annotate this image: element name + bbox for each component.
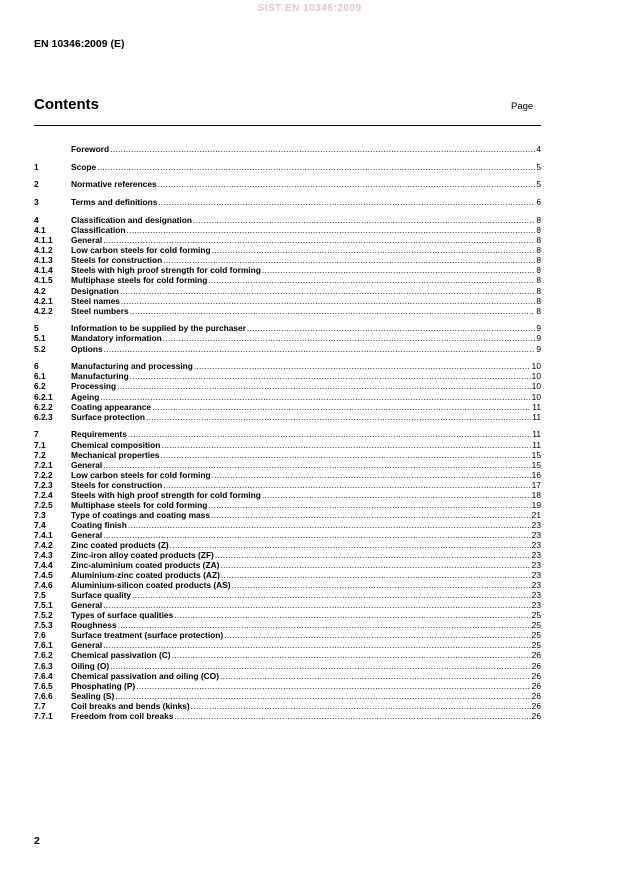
toc-entry-number: 6.2.3: [34, 411, 53, 422]
toc-leader-dots: [163, 255, 535, 265]
toc-entry[interactable]: [34, 661, 541, 671]
toc-entry-title: Manufacturing: [71, 371, 129, 382]
toc-entry-number: 7.5: [34, 590, 46, 601]
toc-leader-dots: [130, 371, 531, 381]
toc-entry-number: 6.1: [34, 371, 46, 382]
toc-entry-title: Types of surface qualities: [71, 610, 174, 621]
toc-entry-title: Low carbon steels for cold forming: [71, 245, 211, 256]
toc-entry-page: 23: [531, 529, 541, 540]
toc-leader-dots: [152, 402, 531, 412]
toc-entry-title: Steels for construction: [71, 479, 163, 490]
toc-entry[interactable]: [34, 450, 541, 460]
toc-leader-dots: [100, 392, 530, 402]
toc-entry-number: 7.3: [34, 509, 46, 520]
toc-leader-dots: [110, 661, 531, 671]
toc-entry[interactable]: [34, 470, 541, 480]
toc-entry-title: Steels with high proof strength for cold forming: [71, 489, 261, 500]
toc-leader-dots: [163, 333, 536, 343]
toc-entry-number: 7.6.1: [34, 640, 53, 651]
toc-leader-dots: [170, 540, 531, 550]
toc-entry-title: Type of coatings and coating mass: [71, 509, 210, 520]
toc-entry-title: Steel numbers: [71, 305, 129, 316]
toc-entry-title: Sealing (S): [71, 690, 115, 701]
toc-entry[interactable]: [34, 711, 541, 721]
toc-entry[interactable]: [34, 671, 541, 681]
toc-leader-dots: [97, 162, 535, 172]
toc-entry-page: 17: [531, 479, 541, 490]
toc-entry-title: Oiling (O): [71, 660, 110, 671]
toc-entry-number: 5.1: [34, 333, 46, 344]
toc-entry-page: 23: [531, 580, 541, 591]
toc-entry-number: 1: [34, 161, 39, 172]
toc-entry-title: General: [71, 459, 103, 470]
toc-entry-title: Classification and designation: [71, 215, 192, 226]
toc-entry-title: Designation: [71, 285, 119, 296]
toc-entry[interactable]: [34, 402, 541, 412]
toc-entry-title: General: [71, 600, 103, 611]
toc-entry-page: 23: [531, 570, 541, 581]
toc-entry-number: 4.1.1: [34, 235, 53, 246]
toc-entry-number: 5.2: [34, 343, 46, 354]
toc-leader-dots: [262, 490, 531, 500]
toc-entry-page: 19: [531, 499, 541, 510]
toc-entry[interactable]: [34, 530, 541, 540]
toc-entry-number: 7.5.1: [34, 600, 53, 611]
toc-entry-title: Roughness: [71, 620, 117, 631]
toc-leader-dots: [160, 450, 530, 460]
toc-entry-title: Low carbon steels for cold forming: [71, 469, 211, 480]
toc-entry-title: Freedom from coil breaks: [71, 710, 174, 721]
toc-entry-number: 7.6.5: [34, 680, 53, 691]
toc-entry-title: Terms and definitions: [71, 197, 158, 208]
toc-entry-title: Requirements: [71, 429, 127, 440]
toc-leader-dots: [103, 530, 530, 540]
toc-leader-dots: [220, 560, 530, 570]
toc-leader-dots: [136, 681, 530, 691]
toc-entry-number: 6.2: [34, 381, 46, 392]
toc-leader-dots: [117, 381, 531, 391]
toc-entry-page: 21: [531, 509, 541, 520]
contents-rule: [34, 125, 541, 126]
toc-entry-page: 8: [536, 265, 541, 276]
toc-entry[interactable]: [34, 701, 541, 711]
toc-entry-page: 16: [531, 469, 541, 480]
toc-entry-page: 26: [531, 670, 541, 681]
toc-entry-page: 8: [536, 305, 541, 316]
toc-entry-title: Processing: [71, 381, 117, 392]
toc-entry-number: 6.2.2: [34, 401, 53, 412]
toc-entry-page: 26: [531, 690, 541, 701]
toc-entry-page: 11: [532, 401, 541, 412]
toc-entry-number: 7.6.4: [34, 670, 53, 681]
toc-entry[interactable]: [34, 333, 541, 343]
toc-entry-page: 10: [531, 391, 541, 402]
toc-entry-number: 7: [34, 429, 39, 440]
toc-entry[interactable]: [34, 296, 541, 306]
toc-entry-number: 7.4.6: [34, 580, 53, 591]
toc-entry[interactable]: [34, 600, 541, 610]
toc-leader-dots: [132, 590, 531, 600]
toc-entry-title: Scope: [71, 161, 97, 172]
toc-entry-number: 4.2.2: [34, 305, 53, 316]
toc-entry-title: Zinc-aluminium coated products (ZA): [71, 560, 220, 571]
toc-leader-dots: [232, 580, 531, 590]
toc-entry-page: 23: [531, 550, 541, 561]
toc-entry[interactable]: [34, 144, 541, 154]
toc-entry-page: 8: [536, 215, 541, 226]
toc-entry-title: Manufacturing and processing: [71, 361, 193, 372]
toc-entry-title: Chemical passivation (C): [71, 650, 171, 661]
toc-entry-page: 26: [531, 680, 541, 691]
toc-leader-dots: [174, 610, 530, 620]
toc-entry-page: 8: [536, 285, 541, 296]
toc-leader-dots: [118, 620, 531, 630]
toc-entry-number: 4: [34, 215, 39, 226]
toc-leader-dots: [247, 323, 535, 333]
toc-entry[interactable]: [34, 179, 541, 189]
toc-leader-dots: [163, 480, 530, 490]
toc-entry-number: 7.6.6: [34, 690, 53, 701]
page-column-label: Page: [511, 101, 534, 112]
document-id: EN 10346:2009 (E): [34, 38, 125, 50]
toc-entry-page: 10: [531, 381, 541, 392]
toc-leader-dots: [221, 570, 531, 580]
toc-entry[interactable]: [34, 630, 541, 640]
toc-entry[interactable]: [34, 275, 541, 285]
toc-leader-dots: [121, 296, 535, 306]
toc-entry-number: 7.7.1: [34, 710, 53, 721]
toc-entry-title: General: [71, 235, 103, 246]
toc-entry-number: 2: [34, 179, 39, 190]
toc-entry-page: 10: [531, 371, 541, 382]
toc-entry[interactable]: [34, 162, 541, 172]
toc-entry-number: 4.1.3: [34, 255, 53, 266]
toc-entry-number: 7.6: [34, 630, 46, 641]
toc-entry-page: 15: [531, 449, 541, 460]
toc-entry[interactable]: [34, 640, 541, 650]
toc-entry-title: Information to be supplied by the purchaser: [71, 323, 246, 334]
toc-entry-number: 7.2.5: [34, 499, 53, 510]
toc-entry[interactable]: [34, 550, 541, 560]
toc-entry-title: Chemical composition: [71, 439, 161, 450]
toc-entry[interactable]: [34, 235, 541, 245]
toc-entry[interactable]: [34, 344, 541, 354]
toc-leader-dots: [126, 225, 535, 235]
toc-entry-number: 4.2: [34, 285, 46, 296]
toc-entry[interactable]: [34, 510, 541, 520]
toc-entry[interactable]: [34, 620, 541, 630]
toc-entry-title: Mechanical properties: [71, 449, 160, 460]
toc-entry-number: 6.2.1: [34, 391, 53, 402]
toc-leader-dots: [212, 470, 531, 480]
toc-entry-page: 26: [531, 700, 541, 711]
toc-entry[interactable]: [34, 286, 541, 296]
toc-leader-dots: [110, 144, 535, 154]
toc-entry-page: 26: [531, 650, 541, 661]
toc-entry-title: Coil breaks and bends (kinks): [71, 700, 190, 711]
toc-entry-page: 9: [536, 333, 541, 344]
toc-entry[interactable]: [34, 560, 541, 570]
toc-entry-title: Normative references: [71, 179, 157, 190]
toc-entry-number: 7.4.2: [34, 539, 53, 550]
toc-leader-dots: [212, 245, 536, 255]
toc-entry[interactable]: [34, 412, 541, 422]
toc-entry-page: 23: [531, 560, 541, 571]
toc-entry[interactable]: [34, 392, 541, 402]
toc-entry-number: 4.1.4: [34, 265, 53, 276]
toc-entry-number: 7.1: [34, 439, 46, 450]
toc-entry-page: 23: [531, 519, 541, 530]
toc-entry[interactable]: [34, 520, 541, 530]
toc-entry-page: 25: [531, 630, 541, 641]
toc-entry[interactable]: [34, 306, 541, 316]
toc-entry-number: 4.2.1: [34, 295, 53, 306]
toc-leader-dots: [158, 197, 535, 207]
toc-leader-dots: [224, 630, 530, 640]
toc-leader-dots: [208, 500, 530, 510]
toc-entry[interactable]: [34, 265, 541, 275]
toc-entry[interactable]: [34, 429, 541, 439]
toc-entry-number: 7.6.3: [34, 660, 53, 671]
toc-entry-title: Surface treatment (surface protection): [71, 630, 224, 641]
toc-entry-title: Options: [71, 343, 103, 354]
toc-entry[interactable]: [34, 460, 541, 470]
toc-entry-title: Ageing: [71, 391, 100, 402]
toc-entry[interactable]: [34, 197, 541, 207]
toc-entry-page: 23: [531, 590, 541, 601]
toc-entry[interactable]: [34, 490, 541, 500]
toc-entry-title: Steel names: [71, 295, 120, 306]
toc-entry-page: 9: [536, 323, 541, 334]
toc-entry-page: 8: [536, 255, 541, 266]
toc-entry-number: 7.4.3: [34, 550, 53, 561]
toc-entry-number: 7.4.5: [34, 570, 53, 581]
toc-entry-number: 7.4.1: [34, 529, 53, 540]
toc-entry-page: 8: [536, 245, 541, 256]
toc-entry[interactable]: [34, 610, 541, 620]
page-number: 2: [34, 835, 40, 847]
toc-leader-dots: [161, 440, 531, 450]
toc-entry-title: Classification: [71, 225, 126, 236]
toc-leader-dots: [103, 235, 535, 245]
toc-entry-number: 6: [34, 361, 39, 372]
toc-entry[interactable]: [34, 691, 541, 701]
toc-entry-page: 8: [536, 225, 541, 236]
toc-entry-page: 11: [532, 411, 541, 422]
toc-entry-number: 4.1.5: [34, 275, 53, 286]
toc-entry[interactable]: [34, 323, 541, 333]
toc-leader-dots: [103, 640, 530, 650]
toc-entry[interactable]: [34, 570, 541, 580]
toc-leader-dots: [104, 344, 536, 354]
toc-entry-page: 15: [531, 459, 541, 470]
toc-entry[interactable]: [34, 361, 541, 371]
toc-leader-dots: [130, 306, 536, 316]
toc-entry-title: General: [71, 529, 103, 540]
toc-entry-page: 23: [531, 600, 541, 611]
toc-entry-number: 7.2: [34, 449, 46, 460]
toc-entry-page: 11: [532, 429, 541, 440]
toc-entry[interactable]: [34, 255, 541, 265]
toc-entry-title: Surface protection: [71, 411, 145, 422]
toc-entry-number: 4.1: [34, 225, 46, 236]
toc-entry-title: Mandatory information: [71, 333, 162, 344]
toc-entry-page: 25: [531, 620, 541, 631]
toc-leader-dots: [211, 510, 531, 520]
toc-entry-page: 11: [532, 439, 541, 450]
toc-leader-dots: [103, 600, 530, 610]
toc-entry-title: Zinc-iron alloy coated products (ZF): [71, 550, 214, 561]
toc-entry-number: 7.2.1: [34, 459, 53, 470]
toc-entry[interactable]: [34, 371, 541, 381]
toc-entry-page: 4: [536, 143, 541, 154]
toc-leader-dots: [146, 412, 531, 422]
toc-leader-dots: [128, 429, 531, 439]
toc-entry-title: Steels with high proof strength for cold forming: [71, 265, 261, 276]
toc-entry[interactable]: [34, 590, 541, 600]
toc-entry[interactable]: [34, 650, 541, 660]
toc-entry-number: 7.2.2: [34, 469, 53, 480]
toc-leader-dots: [220, 671, 531, 681]
toc-entry-number: 7.4.4: [34, 560, 53, 571]
toc-entry-title: Multiphase steels for cold forming: [71, 499, 208, 510]
toc-entry-title: Chemical passivation and oiling (CO): [71, 670, 219, 681]
toc-entry-page: 8: [536, 295, 541, 306]
toc-entry-page: 8: [536, 235, 541, 246]
toc-entry[interactable]: [34, 440, 541, 450]
toc-entry[interactable]: [34, 500, 541, 510]
contents-title: Contents: [34, 96, 99, 113]
toc-leader-dots: [172, 650, 531, 660]
toc-entry-title: Surface quality: [71, 590, 132, 601]
toc-entry-number: 5: [34, 323, 39, 334]
toc-entry-title: Multiphase steels for cold forming: [71, 275, 208, 286]
toc-entry[interactable]: [34, 245, 541, 255]
toc-entry[interactable]: [34, 225, 541, 235]
toc-entry-number: 7.6.2: [34, 650, 53, 661]
toc-leader-dots: [194, 361, 531, 371]
toc-entry[interactable]: [34, 681, 541, 691]
toc-entry-title: Aluminium-zinc coated products (AZ): [71, 570, 220, 581]
toc-entry-page: 8: [536, 275, 541, 286]
toc-entry-number: 3: [34, 197, 39, 208]
toc-leader-dots: [174, 711, 530, 721]
toc-entry-title: Steels for construction: [71, 255, 163, 266]
toc-entry[interactable]: [34, 215, 541, 225]
toc-entry[interactable]: [34, 540, 541, 550]
toc-leader-dots: [191, 701, 531, 711]
toc-entry-page: 25: [531, 610, 541, 621]
toc-entry-page: 26: [531, 710, 541, 721]
toc-entry-page: 25: [531, 640, 541, 651]
toc-entry-title: Coating appearance: [71, 401, 152, 412]
toc-leader-dots: [128, 520, 531, 530]
toc-entry-number: 4.1.2: [34, 245, 53, 256]
toc-entry[interactable]: [34, 480, 541, 490]
toc-entry-page: 5: [536, 161, 541, 172]
toc-entry-number: 7.4: [34, 519, 46, 530]
toc-leader-dots: [115, 691, 530, 701]
toc-entry-number: 7.5.3: [34, 620, 53, 631]
toc-entry-title: Zinc coated products (Z): [71, 539, 169, 550]
toc-leader-dots: [208, 275, 535, 285]
toc-leader-dots: [103, 460, 530, 470]
toc-leader-dots: [193, 215, 535, 225]
toc-entry-page: 23: [531, 539, 541, 550]
toc-entry-number: 7.2.4: [34, 489, 53, 500]
toc-entry-page: 6: [536, 197, 541, 208]
toc-leader-dots: [215, 550, 531, 560]
toc-entry-page: 9: [536, 343, 541, 354]
toc-entry[interactable]: [34, 580, 541, 590]
toc-leader-dots: [158, 179, 536, 189]
toc-entry-number: 7.7: [34, 700, 46, 711]
toc-entry-title: Foreword: [71, 143, 110, 154]
toc-entry-page: 5: [536, 179, 541, 190]
toc-leader-dots: [262, 265, 536, 275]
table-of-contents: [34, 136, 541, 721]
toc-entry-number: 7.2.3: [34, 479, 53, 490]
toc-leader-dots: [120, 286, 535, 296]
toc-entry-page: 18: [531, 489, 541, 500]
toc-entry-page: 10: [531, 361, 541, 372]
toc-entry-title: Aluminium-silicon coated products (AS): [71, 580, 231, 591]
toc-entry-title: Phosphating (P): [71, 680, 136, 691]
toc-entry[interactable]: [34, 381, 541, 391]
toc-entry-title: Coating finish: [71, 519, 127, 530]
watermark: SIST EN 10346:2009: [257, 3, 362, 14]
toc-entry-title: General: [71, 640, 103, 651]
toc-entry-number: 7.5.2: [34, 610, 53, 621]
toc-entry-page: 26: [531, 660, 541, 671]
